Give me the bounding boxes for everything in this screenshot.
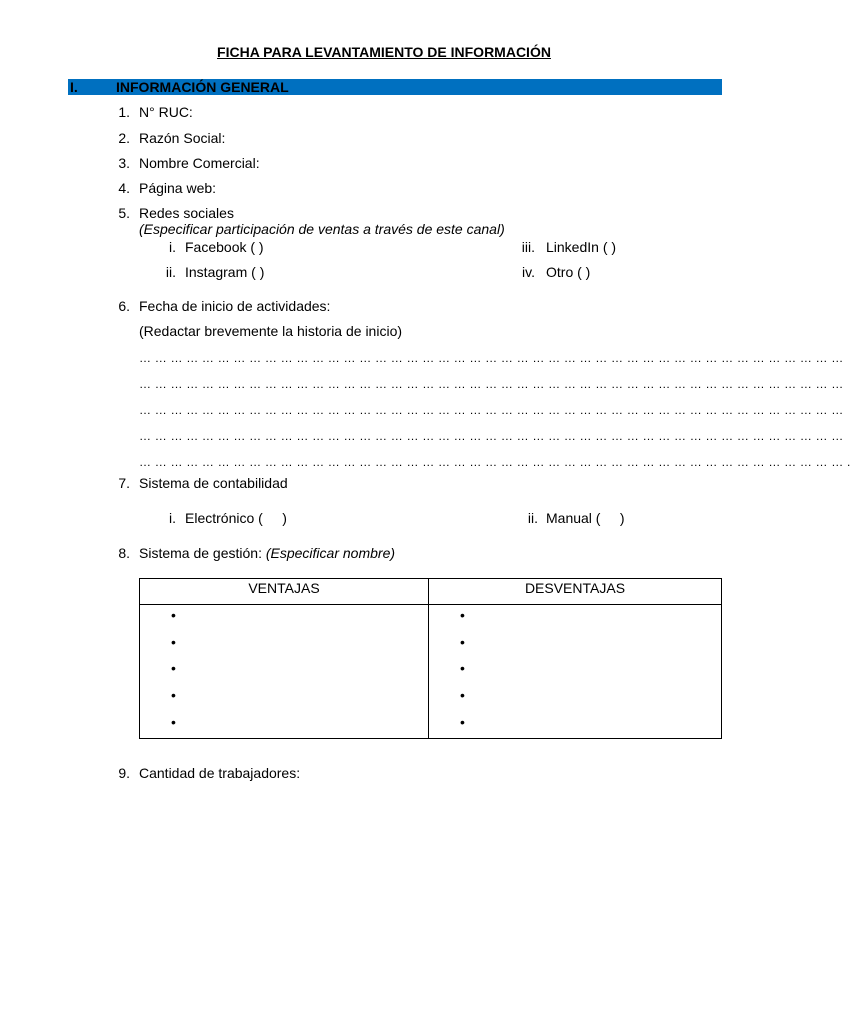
pagina-web-label: Página web: bbox=[139, 180, 217, 196]
option-number: i. bbox=[169, 510, 176, 526]
item-number: 2. bbox=[118, 130, 130, 146]
item-number: 7. bbox=[118, 475, 130, 491]
item-number: 4. bbox=[118, 180, 130, 196]
item-number: 9. bbox=[118, 765, 130, 781]
redes-sociales-note: (Especificar participación de ventas a través de este canal) bbox=[139, 221, 505, 237]
instagram-option: Instagram ( ) bbox=[185, 264, 265, 280]
option-number: ii. bbox=[165, 264, 176, 280]
electronico-option: Electrónico ( ) bbox=[185, 510, 287, 526]
bullet-point: • bbox=[171, 687, 176, 703]
bullet-point: • bbox=[171, 634, 176, 650]
dotted-line: … … … … … … … … … … … … … … … … … … … … … … … … … … … … … … … … … … … … … … … … … … … … … bbox=[139, 429, 844, 443]
option-number: iv. bbox=[522, 264, 535, 280]
dotted-line: … … … … … … … … … … … … … … … … … … … … … … … … … … … … … … … … … … … … … … … … … … … … … bbox=[139, 351, 844, 365]
otro-option: Otro ( ) bbox=[546, 264, 591, 280]
bullet-point: • bbox=[171, 714, 176, 730]
linkedin-option: LinkedIn ( ) bbox=[546, 239, 617, 255]
desventajas-header: DESVENTAJAS bbox=[429, 579, 722, 605]
ruc-label: N° RUC: bbox=[139, 104, 193, 120]
sistema-gestion-note: (Especificar nombre) bbox=[265, 545, 396, 561]
bullet-point: • bbox=[460, 660, 465, 676]
item-number: 3. bbox=[118, 155, 130, 171]
section-header-bar bbox=[68, 79, 722, 95]
sistema-gestion-label bbox=[139, 545, 395, 561]
cantidad-trabajadores-label: Cantidad de trabajadores: bbox=[139, 765, 301, 781]
redes-sociales-label: Redes sociales bbox=[139, 205, 234, 221]
bullet-point: • bbox=[460, 714, 465, 730]
document-title: FICHA PARA LEVANTAMIENTO DE INFORMACIÓN bbox=[217, 44, 551, 60]
sistema-gestion-text: Sistema de gestión: bbox=[139, 545, 262, 561]
item-number: 8. bbox=[118, 545, 130, 561]
option-number: iii. bbox=[521, 239, 535, 255]
ventajas-cell[interactable] bbox=[140, 605, 429, 739]
dotted-line: … … … … … … … … … … … … … … … … … … … … … … … … … … … … … … … … … … … … … … … … … … … … … bbox=[139, 377, 844, 391]
bullet-point: • bbox=[171, 607, 176, 623]
item-number: 6. bbox=[118, 298, 130, 314]
desventajas-cell[interactable] bbox=[429, 605, 722, 739]
ventajas-header: VENTAJAS bbox=[140, 579, 429, 605]
item-number: 1. bbox=[118, 104, 130, 120]
bullet-point: • bbox=[460, 687, 465, 703]
facebook-option: Facebook ( ) bbox=[185, 239, 264, 255]
dotted-line: … … … … … … … … … … … … … … … … … … … … … … … … … … … … … … … … … … … … … … … … … … … … … . bbox=[139, 455, 851, 469]
item-number: 5. bbox=[118, 205, 130, 221]
section-number: I. bbox=[70, 79, 78, 95]
bullet-point: • bbox=[171, 660, 176, 676]
ventajas-desventajas-table bbox=[139, 578, 722, 739]
razon-social-label: Razón Social: bbox=[139, 130, 226, 146]
historia-note: (Redactar brevemente la historia de inicio) bbox=[139, 323, 403, 339]
manual-option: Manual ( ) bbox=[546, 510, 625, 526]
section-title: INFORMACIÓN GENERAL bbox=[116, 79, 289, 95]
bullet-point: • bbox=[460, 607, 465, 623]
bullet-point: • bbox=[460, 634, 465, 650]
dotted-line: … … … … … … … … … … … … … … … … … … … … … … … … … … … … … … … … … … … … … … … … … … … … … bbox=[139, 403, 844, 417]
option-number: ii. bbox=[527, 510, 538, 526]
contabilidad-label: Sistema de contabilidad bbox=[139, 475, 288, 491]
nombre-comercial-label: Nombre Comercial: bbox=[139, 155, 260, 171]
option-number: i. bbox=[169, 239, 176, 255]
fecha-inicio-label: Fecha de inicio de actividades: bbox=[139, 298, 331, 314]
